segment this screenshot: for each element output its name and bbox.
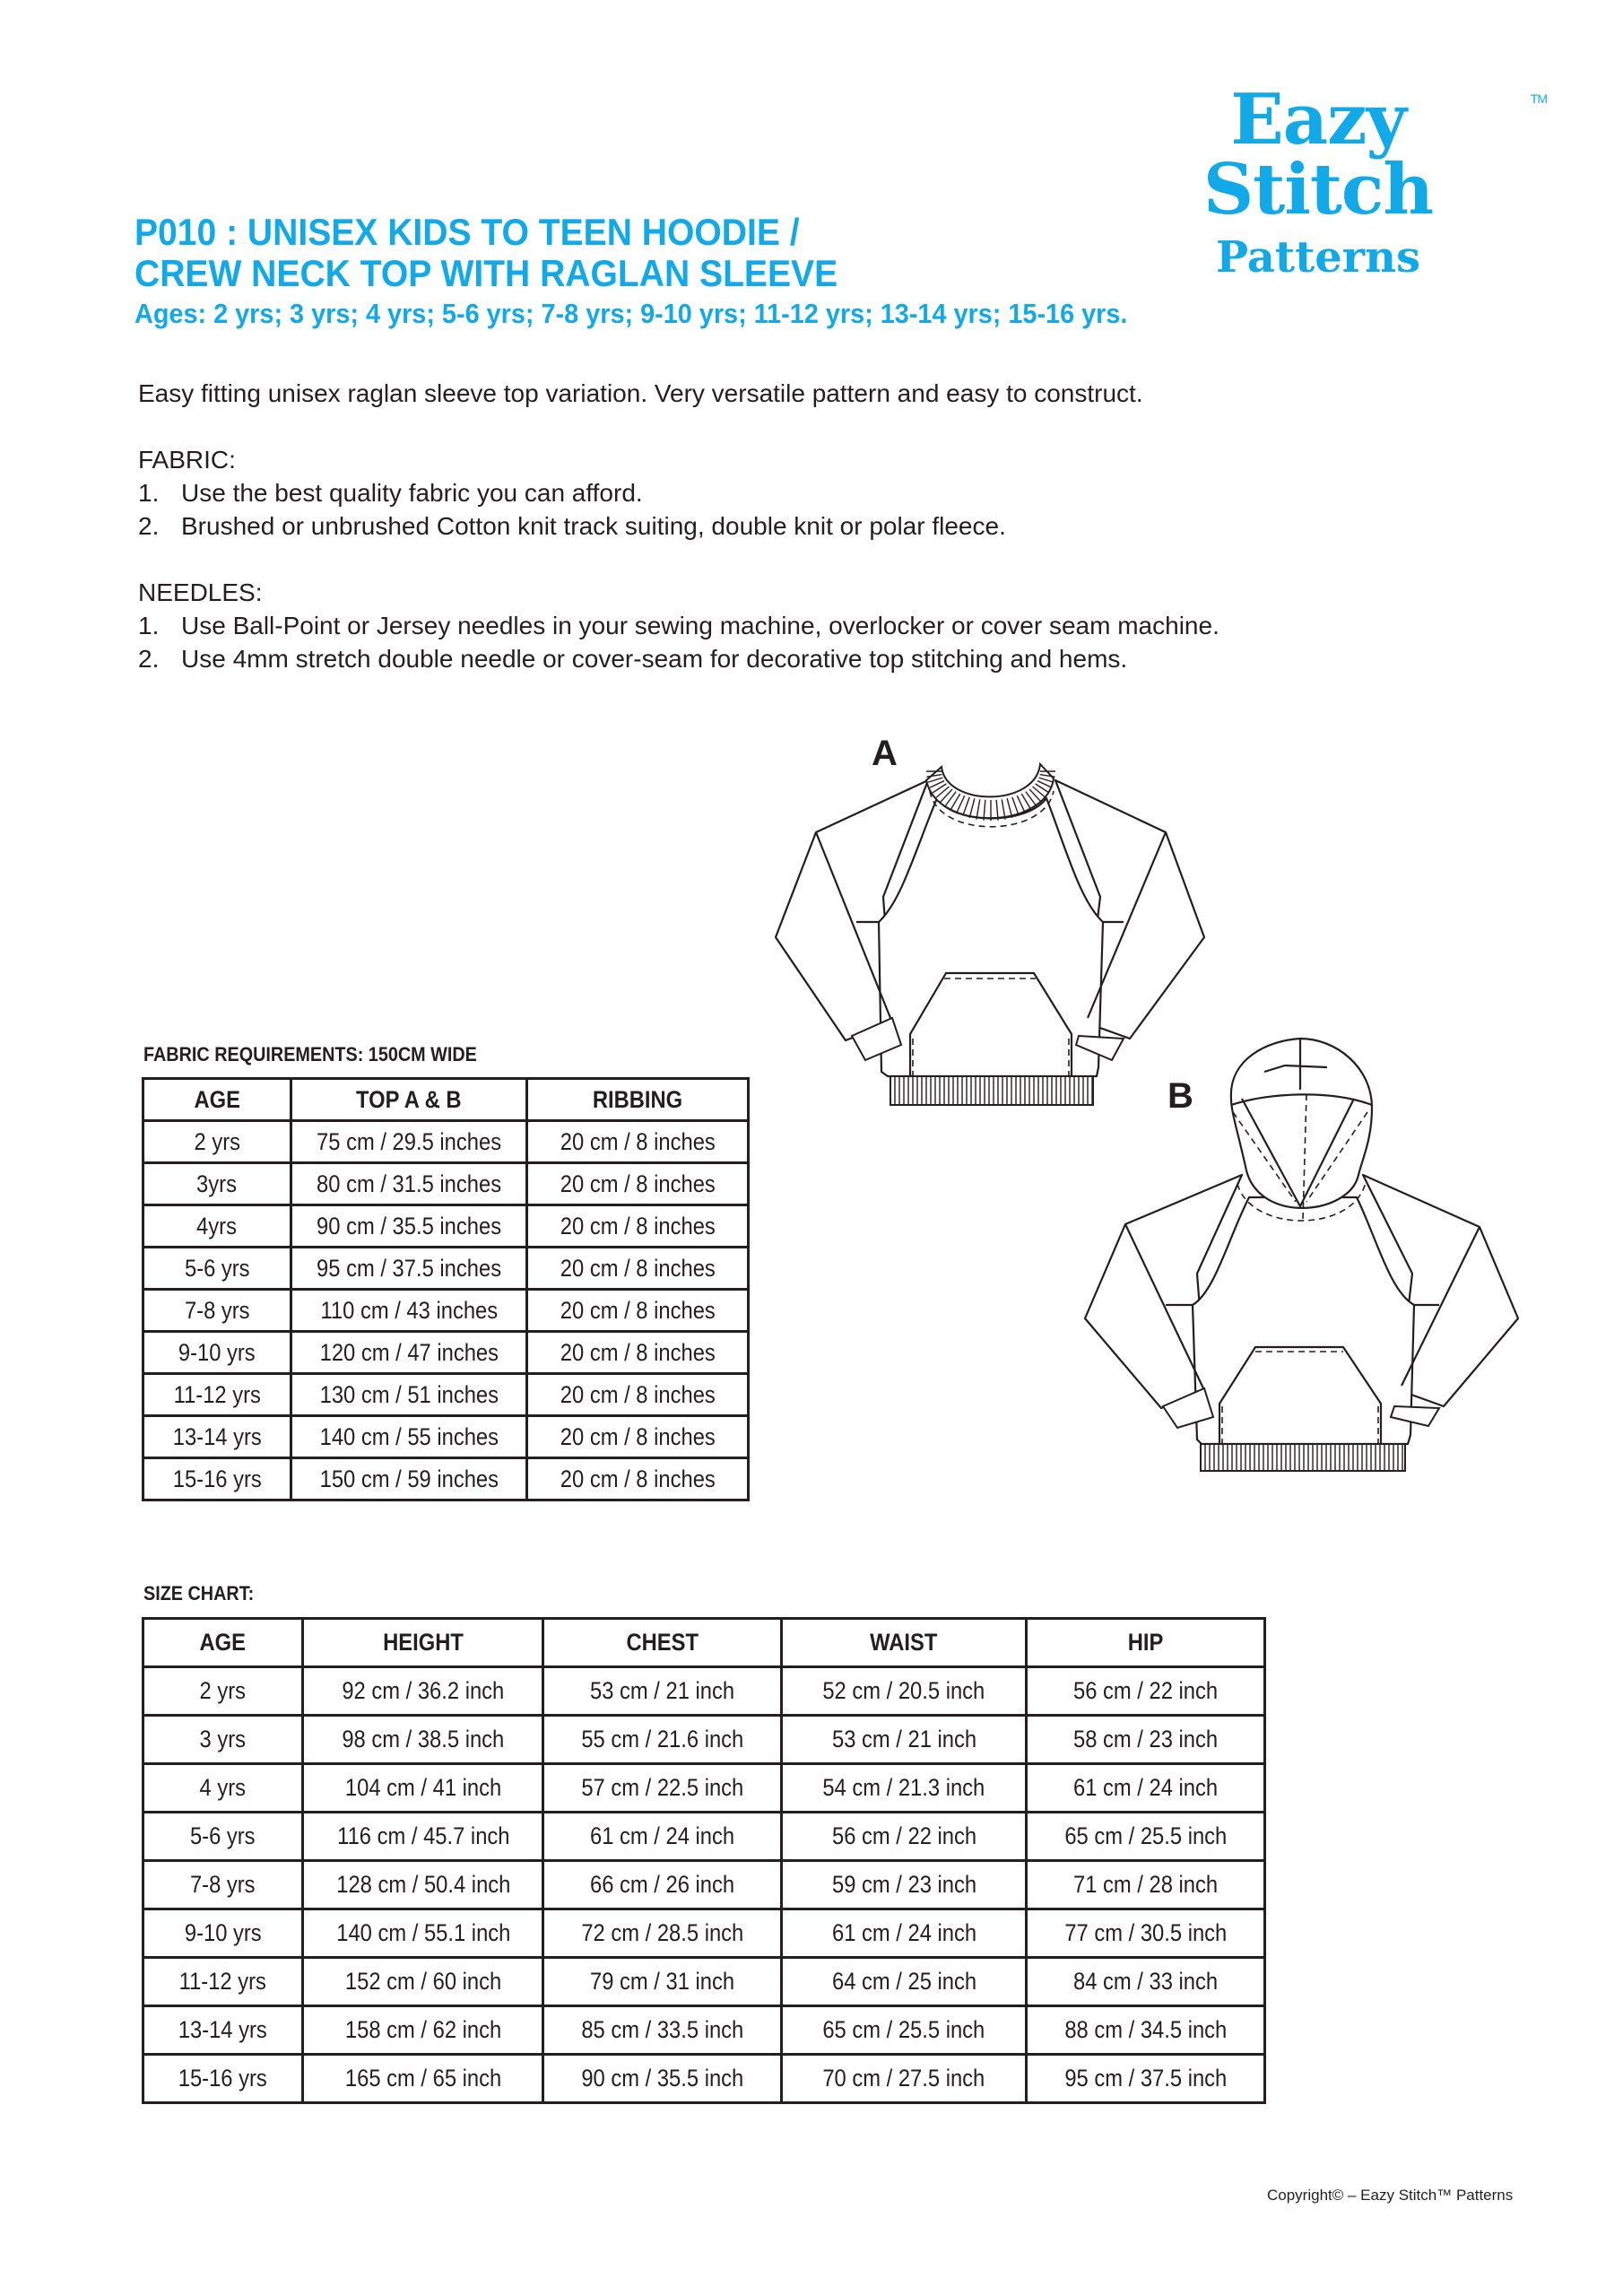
- table-header-row: [143, 1619, 1265, 1667]
- hoodie-icon: [1072, 1022, 1538, 1525]
- table-cell: [303, 2055, 543, 2103]
- cell-text: 120 cm / 47 inches: [319, 1338, 499, 1366]
- cell-text: 7-8 yrs: [184, 1296, 250, 1324]
- table-cell: [527, 1248, 749, 1290]
- figure-label-a: A: [872, 734, 898, 773]
- pattern-title-block: [135, 212, 1202, 334]
- table-row: [143, 1121, 749, 1163]
- list-item: [138, 509, 1219, 543]
- table-cell: [143, 1290, 291, 1332]
- table-cell: [527, 1416, 749, 1458]
- table-cell: [1027, 1958, 1265, 2006]
- header-text: AGE: [194, 1085, 240, 1113]
- cell-text: 56 cm / 22 inch: [831, 1822, 976, 1849]
- table-cell: [143, 1332, 291, 1374]
- logo-subtitle: Patterns: [1216, 232, 1420, 283]
- table-cell: [143, 1458, 291, 1500]
- table-cell: [291, 1205, 527, 1248]
- column-header-age: [143, 1079, 291, 1121]
- fabric-heading: FABRIC:: [138, 446, 236, 474]
- cell-text: 150 cm / 59 inches: [319, 1465, 499, 1492]
- table-cell: [291, 1458, 527, 1500]
- table-cell: [143, 2055, 303, 2103]
- table-header-row: [143, 1079, 749, 1121]
- table-cell: [782, 1958, 1027, 2006]
- table-row: [143, 1813, 1265, 1861]
- table-cell: [143, 1764, 303, 1813]
- table-row: [143, 2055, 1265, 2103]
- size-chart-table: [142, 1617, 1266, 2104]
- list-number: 2.: [138, 512, 160, 540]
- cell-text: 85 cm / 33.5 inch: [581, 2016, 744, 2043]
- table-cell: [543, 1958, 782, 2006]
- cell-text: 61 cm / 24 inch: [590, 1822, 735, 1849]
- cell-text: 140 cm / 55.1 inch: [335, 1919, 510, 1946]
- cell-text: 52 cm / 20.5 inch: [822, 1677, 985, 1704]
- table-cell: [543, 1764, 782, 1813]
- table-cell: [143, 1248, 291, 1290]
- cell-text: 9-10 yrs: [184, 1919, 262, 1946]
- table-cell: [782, 1861, 1027, 1909]
- intro-text: Easy fitting unisex raglan sleeve top variation. Very versatile pattern and easy to construct.: [138, 379, 1143, 407]
- list-item: [138, 476, 1219, 509]
- table-cell: [1027, 1716, 1265, 1764]
- pattern-title-line-2: CREW NECK TOP WITH RAGLAN SLEEVE: [135, 252, 838, 294]
- table-cell: [143, 1909, 303, 1958]
- header-text: HEIGHT: [383, 1629, 464, 1656]
- column-header-waist: [782, 1619, 1027, 1667]
- table-cell: [291, 1121, 527, 1163]
- table-cell: [303, 1861, 543, 1909]
- cell-text: 3yrs: [196, 1170, 238, 1197]
- table-cell: [303, 1813, 543, 1861]
- logo-brand: [1116, 79, 1547, 230]
- header-text: HIP: [1127, 1629, 1164, 1656]
- column-header-height: [303, 1619, 543, 1667]
- cell-text: 20 cm / 8 inches: [560, 1254, 716, 1282]
- table-row: [143, 1667, 1265, 1716]
- cell-text: 61 cm / 24 inch: [831, 1919, 976, 1946]
- table-cell: [782, 1716, 1027, 1764]
- cell-text: 88 cm / 34.5 inch: [1064, 2016, 1228, 2043]
- cell-text: 20 cm / 8 inches: [560, 1212, 716, 1239]
- list-number: 1.: [138, 479, 160, 507]
- table-cell: [291, 1374, 527, 1416]
- cell-text: 5-6 yrs: [190, 1822, 256, 1849]
- table-cell: [303, 1958, 543, 2006]
- table-cell: [782, 1764, 1027, 1813]
- cell-text: 15-16 yrs: [172, 1465, 262, 1492]
- cell-text: 57 cm / 22.5 inch: [581, 1774, 744, 1801]
- fabric-requirements-title: FABRIC REQUIREMENTS: 150CM WIDE: [143, 1043, 477, 1065]
- table-cell: [143, 1813, 303, 1861]
- cell-text: 4 yrs: [199, 1774, 247, 1801]
- table-cell: [543, 1909, 782, 1958]
- fabric-requirements-table: [142, 1077, 750, 1501]
- table-cell: [1027, 1813, 1265, 1861]
- cell-text: 55 cm / 21.6 inch: [581, 1726, 744, 1752]
- table-cell: [543, 2006, 782, 2055]
- cell-text: 80 cm / 31.5 inches: [316, 1170, 502, 1197]
- hood: [1231, 1039, 1372, 1208]
- table-cell: [143, 1716, 303, 1764]
- table-cell: [782, 2055, 1027, 2103]
- cell-text: 2 yrs: [194, 1127, 240, 1155]
- cell-text: 20 cm / 8 inches: [560, 1170, 716, 1197]
- table-cell: [527, 1163, 749, 1205]
- cell-text: 140 cm / 55 inches: [319, 1422, 499, 1450]
- cell-text: 70 cm / 27.5 inch: [822, 2065, 985, 2092]
- table-row: [143, 1416, 749, 1458]
- table-cell: [527, 1205, 749, 1248]
- cell-text: 104 cm / 41 inch: [344, 1774, 502, 1801]
- table-cell: [1027, 2055, 1265, 2103]
- column-header-top: [291, 1079, 527, 1121]
- table-row: [143, 1248, 749, 1290]
- table-cell: [291, 1163, 527, 1205]
- cell-text: 56 cm / 22 inch: [1073, 1677, 1219, 1704]
- cell-text: 11-12 yrs: [179, 1968, 267, 1995]
- cell-text: 4yrs: [196, 1212, 238, 1239]
- cell-text: 53 cm / 21 inch: [590, 1677, 735, 1704]
- table-row: [143, 1374, 749, 1416]
- header-text: AGE: [199, 1629, 247, 1656]
- cell-text: 90 cm / 35.5 inches: [316, 1212, 502, 1239]
- cell-text: 54 cm / 21.3 inch: [822, 1774, 985, 1801]
- column-header-age: [143, 1619, 303, 1667]
- cell-text: 65 cm / 25.5 inch: [822, 2016, 985, 2043]
- table-cell: [303, 1764, 543, 1813]
- table-cell: [543, 1716, 782, 1764]
- cell-text: 95 cm / 37.5 inches: [316, 1254, 502, 1282]
- cell-text: 53 cm / 21 inch: [831, 1726, 976, 1752]
- cell-text: 65 cm / 25.5 inch: [1064, 1822, 1228, 1849]
- cell-text: 90 cm / 35.5 inch: [581, 2065, 744, 2092]
- table-cell: [143, 1374, 291, 1416]
- size-chart-title: SIZE CHART:: [143, 1582, 255, 1605]
- pattern-description: [138, 377, 1219, 709]
- list-text: Use Ball-Point or Jersey needles in your sewing machine, overlocker or cover seam machine.: [181, 612, 1219, 639]
- table-cell: [527, 1332, 749, 1374]
- table-row: [143, 1332, 749, 1374]
- table-cell: [143, 1667, 303, 1716]
- cell-text: 20 cm / 8 inches: [560, 1127, 716, 1155]
- header-text: CHEST: [626, 1629, 699, 1656]
- cell-text: 77 cm / 30.5 inch: [1064, 1919, 1228, 1946]
- table-cell: [1027, 1861, 1265, 1909]
- table-row: [143, 1163, 749, 1205]
- table-cell: [1027, 2006, 1265, 2055]
- cell-text: 64 cm / 25 inch: [831, 1968, 976, 1995]
- table-cell: [143, 1958, 303, 2006]
- table-cell: [527, 1374, 749, 1416]
- cell-text: 7-8 yrs: [190, 1871, 256, 1898]
- logo-brand-text: Eazy Stitch: [1202, 79, 1434, 230]
- table-cell: [543, 1813, 782, 1861]
- table-cell: [782, 1667, 1027, 1716]
- cell-text: 95 cm / 37.5 inch: [1064, 2065, 1228, 2092]
- table-row: [143, 1458, 749, 1500]
- cell-text: 2 yrs: [199, 1677, 247, 1704]
- pattern-title-line-1: P010 : UNISEX KIDS TO TEEN HOODIE /: [135, 211, 800, 253]
- cell-text: 11-12 yrs: [173, 1380, 261, 1408]
- list-text: Use the best quality fabric you can afford.: [181, 479, 643, 507]
- cell-text: 20 cm / 8 inches: [560, 1380, 716, 1408]
- table-cell: [291, 1332, 527, 1374]
- cell-text: 13-14 yrs: [178, 2016, 268, 2043]
- table-cell: [143, 1163, 291, 1205]
- table-cell: [303, 2006, 543, 2055]
- cell-text: 152 cm / 60 inch: [344, 1968, 502, 1995]
- table-cell: [1027, 1764, 1265, 1813]
- table-row: [143, 1958, 1265, 2006]
- header-text: RIBBING: [592, 1085, 683, 1113]
- table-cell: [1027, 1909, 1265, 1958]
- cell-text: 20 cm / 8 inches: [560, 1465, 716, 1492]
- waistband: [1201, 1444, 1405, 1471]
- waistband: [890, 1076, 1093, 1105]
- table-cell: [291, 1248, 527, 1290]
- figure-label-b: B: [1167, 1076, 1193, 1116]
- column-header-ribbing: [527, 1079, 749, 1121]
- cell-text: 92 cm / 36.2 inch: [342, 1677, 505, 1704]
- fabric-list: [138, 476, 1219, 543]
- cell-text: 98 cm / 38.5 inch: [342, 1726, 505, 1752]
- cell-text: 9-10 yrs: [178, 1338, 256, 1366]
- list-item: [138, 642, 1219, 675]
- cell-text: 158 cm / 62 inch: [344, 2016, 502, 2043]
- cell-text: 128 cm / 50.4 inch: [335, 1871, 510, 1898]
- table-cell: [143, 1861, 303, 1909]
- table-cell: [143, 1205, 291, 1248]
- table-row: [143, 1861, 1265, 1909]
- table-cell: [303, 1909, 543, 1958]
- table-cell: [527, 1458, 749, 1500]
- table-cell: [782, 1909, 1027, 1958]
- cell-text: 116 cm / 45.7 inch: [336, 1822, 510, 1849]
- table-cell: [782, 1813, 1027, 1861]
- cell-text: 79 cm / 31 inch: [590, 1968, 735, 1995]
- list-text: Brushed or unbrushed Cotton knit track suiting, double knit or polar fleece.: [181, 512, 1006, 540]
- cell-text: 58 cm / 23 inch: [1073, 1726, 1219, 1752]
- table-cell: [143, 2006, 303, 2055]
- table-cell: [291, 1416, 527, 1458]
- cell-text: 59 cm / 23 inch: [831, 1871, 976, 1898]
- table-cell: [143, 1416, 291, 1458]
- cell-text: 72 cm / 28.5 inch: [581, 1919, 744, 1946]
- table-row: [143, 2006, 1265, 2055]
- cell-text: 165 cm / 65 inch: [344, 2065, 502, 2092]
- table-row: [143, 1764, 1265, 1813]
- cell-text: 5-6 yrs: [184, 1254, 250, 1282]
- trademark-mark: TM: [1530, 91, 1547, 106]
- table-row: [143, 1205, 749, 1248]
- needles-list: [138, 609, 1219, 675]
- table-row: [143, 1909, 1265, 1958]
- cell-text: 71 cm / 28 inch: [1073, 1871, 1219, 1898]
- table-cell: [291, 1290, 527, 1332]
- header-text: WAIST: [870, 1629, 938, 1656]
- cell-text: 13-14 yrs: [172, 1422, 262, 1450]
- table-cell: [782, 2006, 1027, 2055]
- table-cell: [1027, 1667, 1265, 1716]
- cell-text: 66 cm / 26 inch: [590, 1871, 735, 1898]
- list-number: 2.: [138, 645, 160, 673]
- pattern-ages: Ages: 2 yrs; 3 yrs; 4 yrs; 5-6 yrs; 7-8 yrs; 9-10 yrs; 11-12 yrs; 13-14 yrs; 15-16 yrs.: [135, 298, 1128, 329]
- cell-text: 15-16 yrs: [178, 2065, 268, 2092]
- copyright-footer: Copyright© – Eazy Stitch™ Patterns: [1267, 2187, 1514, 2204]
- table-cell: [303, 1716, 543, 1764]
- cell-text: 20 cm / 8 inches: [560, 1296, 716, 1324]
- table-cell: [543, 1667, 782, 1716]
- table-cell: [527, 1121, 749, 1163]
- table-cell: [543, 1861, 782, 1909]
- list-text: Use 4mm stretch double needle or cover-seam for decorative top stitching and hems.: [181, 645, 1128, 673]
- table-cell: [527, 1290, 749, 1332]
- cell-text: 3 yrs: [199, 1726, 247, 1752]
- list-item: [138, 609, 1219, 642]
- cell-text: 75 cm / 29.5 inches: [316, 1127, 502, 1155]
- table-row: [143, 1716, 1265, 1764]
- needles-heading: NEEDLES:: [138, 578, 263, 606]
- table-cell: [543, 2055, 782, 2103]
- header-text: TOP A & B: [356, 1085, 462, 1113]
- list-number: 1.: [138, 612, 160, 639]
- cell-text: 61 cm / 24 inch: [1073, 1774, 1219, 1801]
- table-cell: [143, 1121, 291, 1163]
- cell-text: 20 cm / 8 inches: [560, 1338, 716, 1366]
- column-header-hip: [1027, 1619, 1265, 1667]
- cell-text: 130 cm / 51 inches: [319, 1380, 499, 1408]
- cell-text: 84 cm / 33 inch: [1073, 1968, 1219, 1995]
- table-cell: [303, 1667, 543, 1716]
- table-row: [143, 1290, 749, 1332]
- column-header-chest: [543, 1619, 782, 1667]
- cell-text: 20 cm / 8 inches: [560, 1422, 716, 1450]
- cell-text: 110 cm / 43 inches: [320, 1296, 498, 1324]
